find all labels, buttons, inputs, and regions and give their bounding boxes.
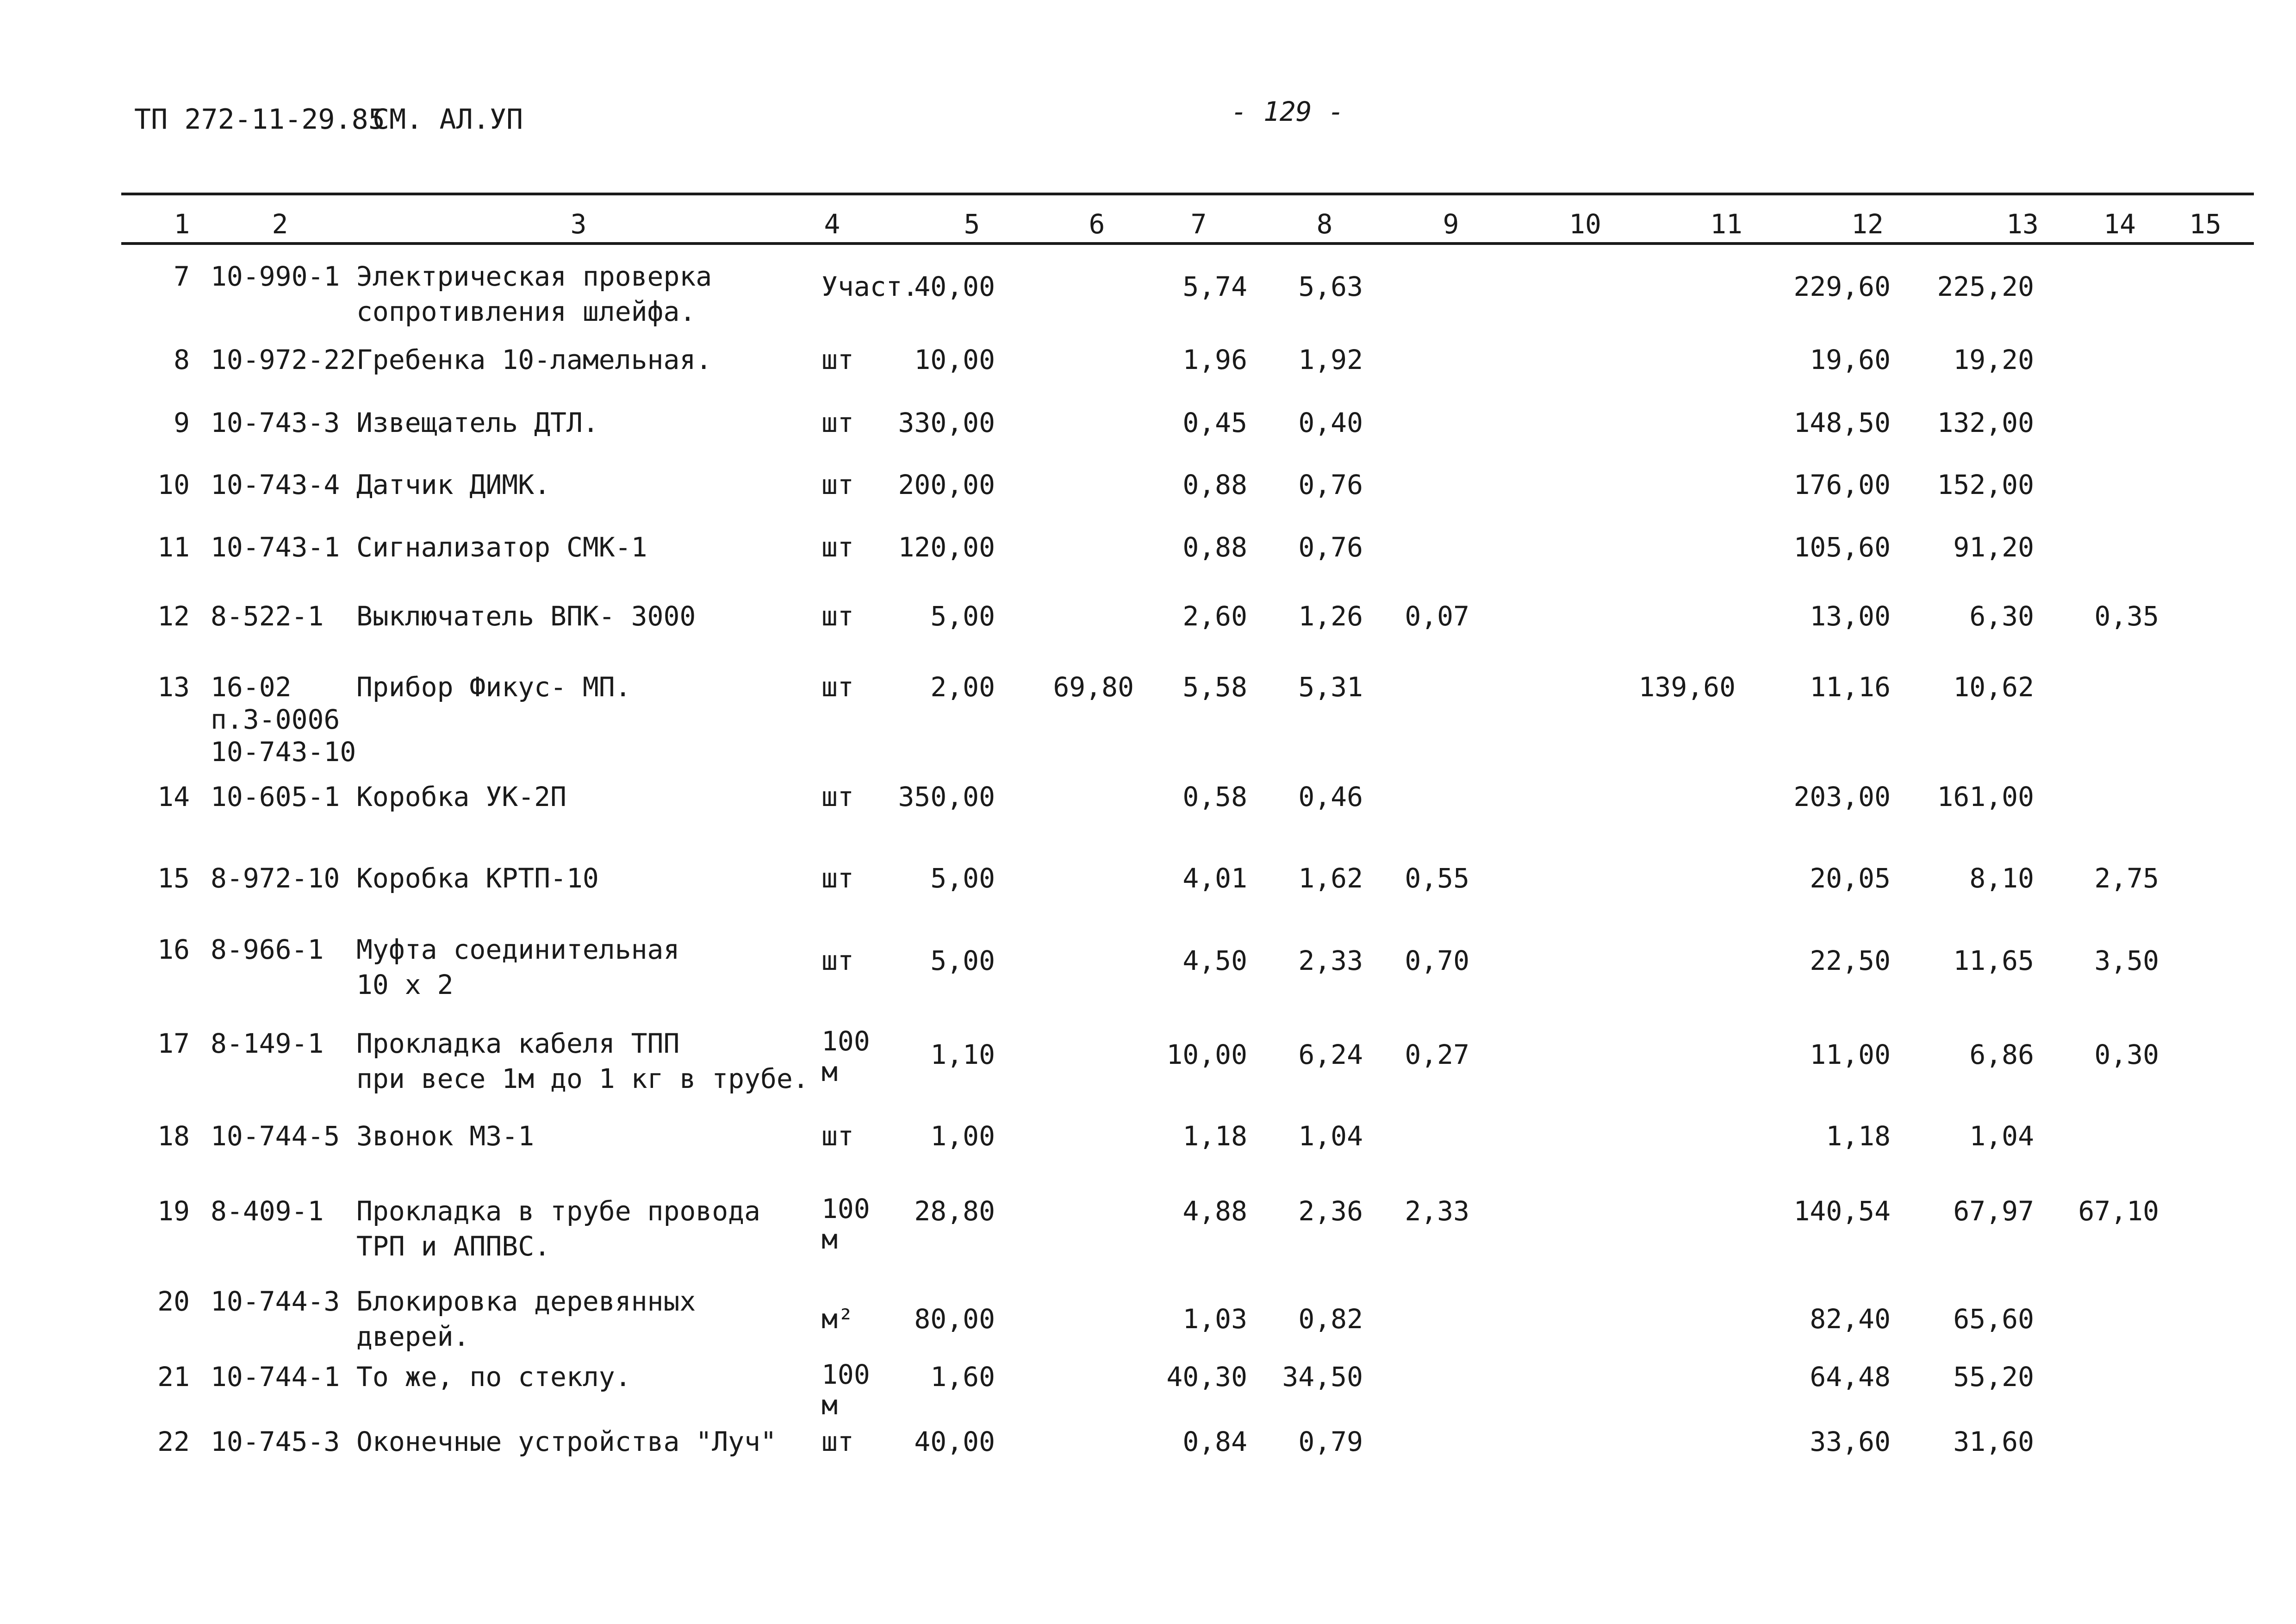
cell-c12: 20,05 [1810,862,1891,894]
cell-c12: 203,00 [1793,781,1891,812]
cell-n: 21 [157,1361,190,1393]
cell-n: 12 [157,600,190,632]
cell-name: Электрическая проверка [356,261,712,292]
cell-c7: 0,88 [1182,531,1247,563]
cell-name: Блокировка деревянных [356,1286,696,1317]
cell-name: Прокладка кабеля ТПП [356,1028,680,1059]
cell-qty: 330,00 [898,407,995,438]
cell-code: 10-743-4 [211,469,340,500]
cell-c8: 2,36 [1298,1195,1363,1227]
cell-qty: 120,00 [898,531,995,563]
cell-name: Сигнализатор СМК-1 [356,531,647,563]
column-header-10: 10 [1569,208,1601,240]
column-header-15: 15 [2189,208,2221,240]
cell-c13: 6,30 [1969,600,2034,632]
cell-code: 10-743-3 [211,407,340,438]
table-header-rule [121,242,2254,245]
cell-code: 10-745-3 [211,1426,340,1457]
cell-code: 10-744-1 [211,1361,340,1393]
cell-c12: 140,54 [1793,1195,1891,1227]
column-header-14: 14 [2103,208,2136,240]
cell-unit: шт [821,344,854,375]
cell-n: 22 [157,1426,190,1457]
cell-c9: 2,33 [1405,1195,1469,1227]
cell-qty: 10,00 [914,344,995,375]
cell-c8: 1,92 [1298,344,1363,375]
cell-n: 10 [157,469,190,500]
cell-name: Датчик ДИМК. [356,469,551,500]
cell-c12: 22,50 [1810,945,1891,976]
table-top-rule [121,193,2254,195]
cell-n: 9 [174,407,190,438]
cell-c14: 3,50 [2094,945,2159,976]
cell-unit: шт [821,945,854,976]
column-header-7: 7 [1190,208,1207,240]
cell-c9: 0,55 [1405,862,1469,894]
cell-c7: 4,88 [1182,1195,1247,1227]
cell-c14: 2,75 [2094,862,2159,894]
cell-unit: шт [821,862,854,894]
cell-name: Муфта соединительная [356,934,680,965]
cell-name: сопротивления шлейфа. [356,296,696,327]
cell-c8: 0,76 [1298,469,1363,500]
cell-qty: 200,00 [898,469,995,500]
cell-unit: шт [821,469,854,500]
cell-unit: шт [821,671,854,703]
column-header-5: 5 [964,208,980,240]
cell-qty: 5,00 [930,600,995,632]
cell-n: 20 [157,1286,190,1317]
cell-c13: 225,20 [1937,271,2034,302]
cell-unit: шт [821,781,854,812]
cell-c12: 33,60 [1810,1426,1891,1457]
cell-qty: 28,80 [914,1195,995,1227]
cell-name: Прибор Фикус- МП. [356,671,631,703]
cell-c12: 176,00 [1793,469,1891,500]
cell-c7: 0,84 [1182,1426,1247,1457]
cell-c13: 161,00 [1937,781,2034,812]
cell-unit: Участ. [821,271,919,302]
cell-code: 10-972-22 [211,344,356,375]
cell-c7: 5,74 [1182,271,1247,302]
cell-c8: 2,33 [1298,945,1363,976]
cell-n: 13 [157,671,190,703]
cell-c7: 1,03 [1182,1303,1247,1335]
cell-unit: шт [821,1426,854,1457]
cell-c14: 0,35 [2094,600,2159,632]
cell-c12: 148,50 [1793,407,1891,438]
cell-c12: 229,60 [1793,271,1891,302]
cell-c14: 67,10 [2078,1195,2159,1227]
cell-code: 10-990-1 [211,261,340,292]
column-header-2: 2 [272,208,288,240]
cell-c7: 4,50 [1182,945,1247,976]
cell-c8: 0,82 [1298,1303,1363,1335]
cell-c13: 91,20 [1953,531,2034,563]
cell-c8: 6,24 [1298,1039,1363,1070]
cell-qty: 40,00 [914,1426,995,1457]
cell-unit: шт [821,407,854,438]
cell-n: 14 [157,781,190,812]
cell-name: Гребенка 10-ламельная. [356,344,712,375]
cell-qty: 80,00 [914,1303,995,1335]
column-header-12: 12 [1851,208,1884,240]
cell-c7: 10,00 [1166,1039,1247,1070]
cell-n: 18 [157,1120,190,1152]
cell-qty: 1,60 [930,1361,995,1393]
cell-c12: 11,16 [1810,671,1891,703]
cell-code: 10-744-5 [211,1120,340,1152]
cell-c12: 11,00 [1810,1039,1891,1070]
cell-c7: 1,96 [1182,344,1247,375]
cell-c8: 34,50 [1282,1361,1363,1393]
cell-qty: 5,00 [930,862,995,894]
cell-c7: 5,58 [1182,671,1247,703]
cell-unit: м² [821,1303,854,1335]
cell-unit: м [821,1224,838,1255]
cell-name: Прокладка в трубе провода [356,1195,760,1227]
section-reference: СМ. АЛ.УП [373,103,523,136]
cell-c12: 1,18 [1826,1120,1891,1152]
cell-code: 10-743-1 [211,531,340,563]
cell-c8: 5,31 [1298,671,1363,703]
cell-c13: 55,20 [1953,1361,2034,1393]
cell-name: Оконечные устройства "Луч" [356,1426,777,1457]
cell-c12: 13,00 [1810,600,1891,632]
page-number: - 129 - [1231,96,1344,127]
cell-c11: 139,60 [1638,671,1736,703]
cell-c13: 67,97 [1953,1195,2034,1227]
column-header-13: 13 [2006,208,2039,240]
cell-c8: 0,76 [1298,531,1363,563]
cell-c8: 1,04 [1298,1120,1363,1152]
cell-unit: м [821,1389,838,1421]
cell-unit: 100 [821,1025,870,1057]
cell-code: 8-966-1 [211,934,324,965]
cell-name: То же, по стеклу. [356,1361,631,1393]
column-header-11: 11 [1710,208,1742,240]
cell-n: 15 [157,862,190,894]
cell-c13: 132,00 [1937,407,2034,438]
cell-c9: 0,27 [1405,1039,1469,1070]
column-header-8: 8 [1316,208,1333,240]
cell-qty: 5,00 [930,945,995,976]
cell-qty: 1,00 [930,1120,995,1152]
cell-name: Выключатель ВПК- 3000 [356,600,696,632]
cell-unit: шт [821,1120,854,1152]
cell-c9: 0,07 [1405,600,1469,632]
cell-n: 8 [174,344,190,375]
cell-c13: 31,60 [1953,1426,2034,1457]
cell-c12: 64,48 [1810,1361,1891,1393]
cell-n: 11 [157,531,190,563]
cell-n: 7 [174,261,190,292]
cell-c7: 1,18 [1182,1120,1247,1152]
column-header-4: 4 [824,208,840,240]
cell-name: Коробка УК-2П [356,781,566,812]
cell-c13: 11,65 [1953,945,2034,976]
cell-c7: 2,60 [1182,600,1247,632]
cell-n: 16 [157,934,190,965]
cell-c8: 0,46 [1298,781,1363,812]
cell-code: 10-605-1 [211,781,340,812]
cell-code: 8-409-1 [211,1195,324,1227]
cell-c8: 0,40 [1298,407,1363,438]
cell-n: 19 [157,1195,190,1227]
cell-c8: 1,26 [1298,600,1363,632]
cell-c8: 1,62 [1298,862,1363,894]
column-header-1: 1 [174,208,190,240]
cell-c12: 82,40 [1810,1303,1891,1335]
cell-c7: 0,88 [1182,469,1247,500]
cell-c13: 65,60 [1953,1303,2034,1335]
cell-c7: 0,45 [1182,407,1247,438]
cell-code: 8-149-1 [211,1028,324,1059]
cell-c7: 4,01 [1182,862,1247,894]
column-header-3: 3 [570,208,587,240]
cell-c13: 152,00 [1937,469,2034,500]
cell-unit: шт [821,600,854,632]
document-reference: ТП 272-11-29.85 [134,103,385,136]
cell-c6: 69,80 [1053,671,1134,703]
column-header-9: 9 [1443,208,1459,240]
cell-unit: 100 [821,1359,870,1390]
cell-c12: 19,60 [1810,344,1891,375]
cell-qty: 2,00 [930,671,995,703]
cell-c14: 0,30 [2094,1039,2159,1070]
cell-c12: 105,60 [1793,531,1891,563]
cell-c13: 19,20 [1953,344,2034,375]
cell-name: ТРП и АППВС. [356,1230,551,1262]
cell-c8: 0,79 [1298,1426,1363,1457]
cell-qty: 40,00 [914,271,995,302]
cell-code: 10-743-10 [211,736,356,768]
cell-code: 8-522-1 [211,600,324,632]
cell-code: п.3-0006 [211,704,340,735]
cell-code: 10-744-3 [211,1286,340,1317]
column-header-6: 6 [1089,208,1105,240]
cell-c13: 10,62 [1953,671,2034,703]
cell-c7: 0,58 [1182,781,1247,812]
cell-name: Извещатель ДТЛ. [356,407,599,438]
cell-name: дверей. [356,1321,470,1352]
cell-n: 17 [157,1028,190,1059]
cell-name: 10 х 2 [356,969,454,1000]
cell-unit: шт [821,531,854,563]
cell-c7: 40,30 [1166,1361,1247,1393]
cell-unit: 100 [821,1193,870,1224]
cell-unit: м [821,1056,838,1087]
cell-c13: 6,86 [1969,1039,2034,1070]
cell-c13: 8,10 [1969,862,2034,894]
cell-name: при весе 1м до 1 кг в трубе. [356,1063,809,1094]
cell-code: 16-02 [211,671,292,703]
cell-c13: 1,04 [1969,1120,2034,1152]
cell-qty: 1,10 [930,1039,995,1070]
cell-c9: 0,70 [1405,945,1469,976]
cell-name: Звонок МЗ-1 [356,1120,535,1152]
cell-c8: 5,63 [1298,271,1363,302]
cell-qty: 350,00 [898,781,995,812]
cell-name: Коробка КРТП-10 [356,862,599,894]
cell-code: 8-972-10 [211,862,340,894]
